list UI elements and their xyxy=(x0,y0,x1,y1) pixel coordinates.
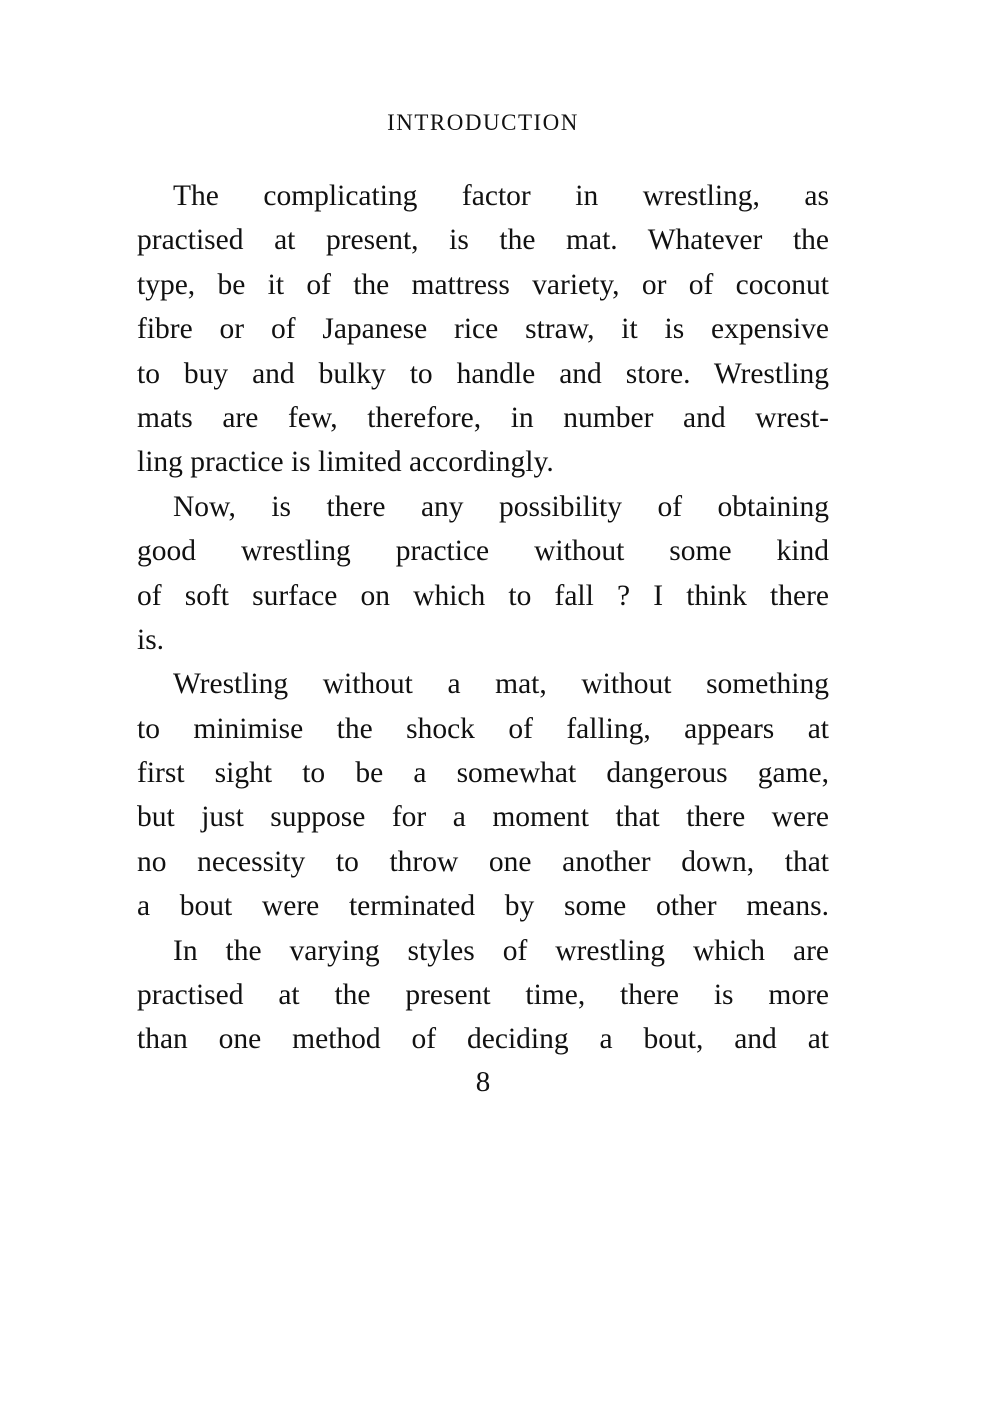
text-line: a bout were terminated by some other means. xyxy=(137,890,829,923)
text-line: but just suppose for a moment that there were xyxy=(137,801,829,834)
text-line: In the varying styles of wrestling which are xyxy=(173,934,829,967)
text-line: than one method of deciding a bout, and at xyxy=(137,1023,829,1056)
text-line: good wrestling practice without some kind xyxy=(137,535,829,568)
text-line: is. xyxy=(137,623,165,656)
text-line: ling practice is limited accordingly. xyxy=(137,446,554,479)
text-line: first sight to be a somewhat dangerous game, xyxy=(137,757,829,790)
text-line: Now, is there any possibility of obtaining xyxy=(173,490,829,523)
text-line: of soft surface on which to fall ? I think there xyxy=(137,579,829,612)
body-text xyxy=(137,174,829,1062)
running-header: INTRODUCTION xyxy=(387,110,579,135)
text-line: The complicating factor in wrestling, as xyxy=(173,180,829,212)
text-line: to buy and bulky to handle and store. Wrestling xyxy=(137,357,829,390)
text-line: fibre or of Japanese rice straw, it is expensive xyxy=(137,313,829,346)
page-number: 8 xyxy=(475,1066,491,1098)
text-line: practised at present, is the mat. Whatever the xyxy=(137,224,829,257)
text-line: Wrestling without a mat, without something xyxy=(173,668,829,701)
text-line: no necessity to throw one another down, that xyxy=(137,845,829,878)
text-line: mats are few, therefore, in number and wrest- xyxy=(137,401,829,434)
text-line: to minimise the shock of falling, appears at xyxy=(137,712,829,745)
text-line: type, be it of the mattress variety, or of coconut xyxy=(137,268,829,301)
text-line: practised at the present time, there is more xyxy=(137,979,829,1012)
